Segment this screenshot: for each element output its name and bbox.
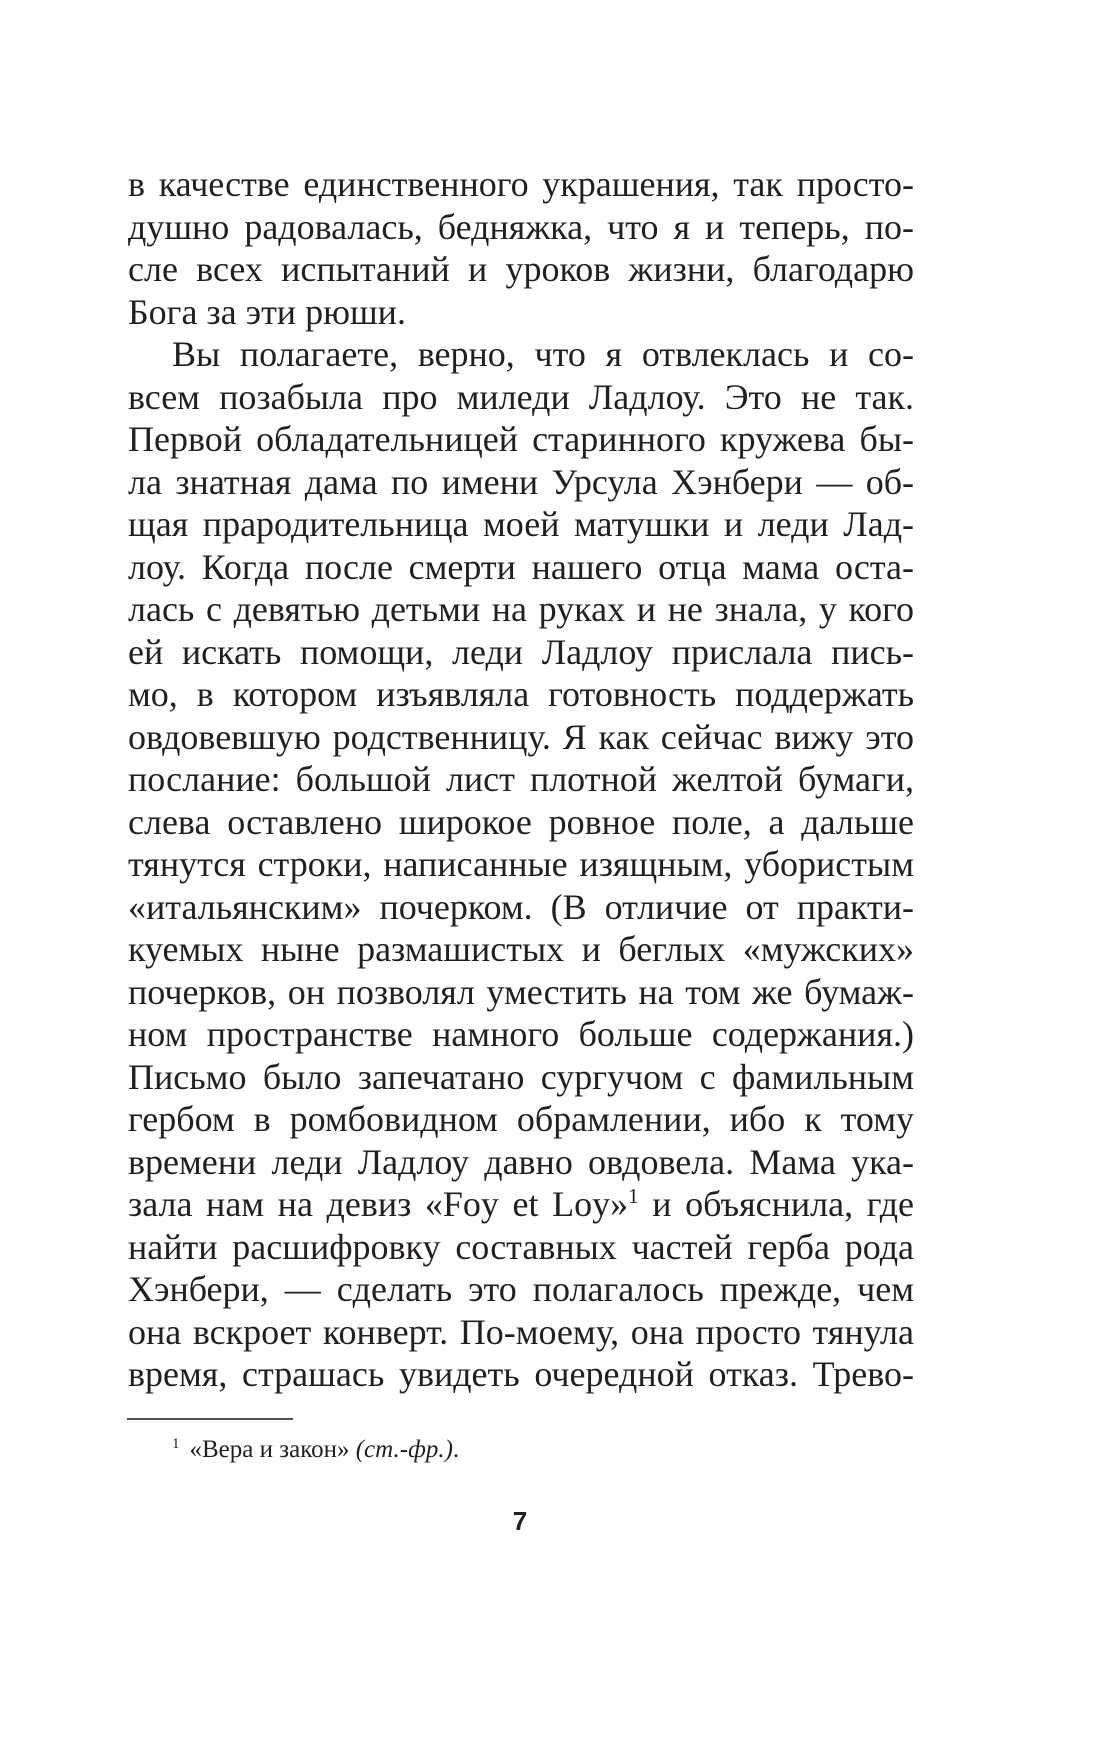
text-line: ей искать помощи, леди Ладлоу прислала пись- [128, 631, 914, 672]
footnote [172, 1433, 459, 1467]
text-line: сле всех испытаний и уроков жизни, благодарю [128, 249, 914, 289]
text-after-reference: и объяснила, где [638, 1184, 914, 1224]
text-line: лоу. Когда после смерти нашего отца мама оста- [128, 546, 914, 587]
text-line: овдовевшую родственницу. Я как сейчас вижу это [128, 716, 914, 757]
text-line: время, страшась увидеть очередной отказ. Трево- [128, 1354, 914, 1394]
text-line: мо, в котором изъявляла готовность поддержать [128, 674, 914, 714]
text-line: она вскроет конверт. По-моему, она просто тянула [128, 1311, 914, 1352]
footnote-mark: 1 [172, 1436, 180, 1452]
body-text [128, 163, 914, 1396]
text-line: послание: большой лист плотной желтой бумаги, [128, 759, 914, 799]
paragraph-start-line: Вы полагаете, верно, что я отвлеклась и со- [172, 334, 914, 374]
text-line-with-footnote [128, 1183, 914, 1226]
text-line: щая прародительница моей матушки и леди Лад- [128, 504, 914, 544]
text-line: Первой обладательницей старинного кружева бы- [128, 419, 914, 459]
text-line: куемых ныне размашистых и беглых «мужских» [128, 929, 914, 969]
text-line: Бога за эти рюши. [128, 291, 406, 332]
text-line: гербом в ромбовидном обрамлении, ибо к тому [128, 1099, 914, 1139]
page-number: 7 [512, 1506, 528, 1536]
text-line: ном пространстве намного больше содержания.) [128, 1014, 914, 1054]
text-line: душно радовалась, бедняжка, что я и теперь, по- [128, 206, 914, 247]
footnote-text: «Вера и закон» [189, 1436, 356, 1463]
motto-text: зала нам на девиз «Foy et Loy» [128, 1184, 629, 1224]
text-line: Хэнбери, — сделать это полагалось прежде, чем [128, 1269, 914, 1309]
footnote-divider [127, 1418, 293, 1420]
footnote-reference[interactable]: 1 [628, 1184, 639, 1208]
text-line: времени леди Ладлоу давно овдовела. Мама ука- [128, 1141, 914, 1182]
text-line: Письмо было запечатано сургучом с фамильным [128, 1056, 914, 1097]
text-line: ла знатная дама по имени Урсула Хэнбери — об- [128, 461, 914, 502]
text-line: «итальянским» почерком. (В отличие от практи- [128, 886, 914, 927]
text-line: слева оставлено широкое ровное поле, а дальше [128, 801, 914, 842]
text-line: тянутся строки, написанные изящным, убористым [128, 844, 914, 884]
text-line: всем позабыла про миледи Ладлоу. Это не так. [128, 376, 914, 417]
footnote-language-note: (ст.-фр.) [355, 1436, 453, 1463]
footnote-tail: . [452, 1436, 460, 1463]
text-line: в качестве единственного украшения, так просто- [128, 164, 914, 204]
text-line: лась с девятью детьми на руках и не знала, у кого [128, 589, 914, 629]
text-line: почерков, он позволял уместить на том же бумаж- [128, 971, 914, 1012]
text-line: найти расшифровку составных частей герба рода [128, 1226, 914, 1267]
